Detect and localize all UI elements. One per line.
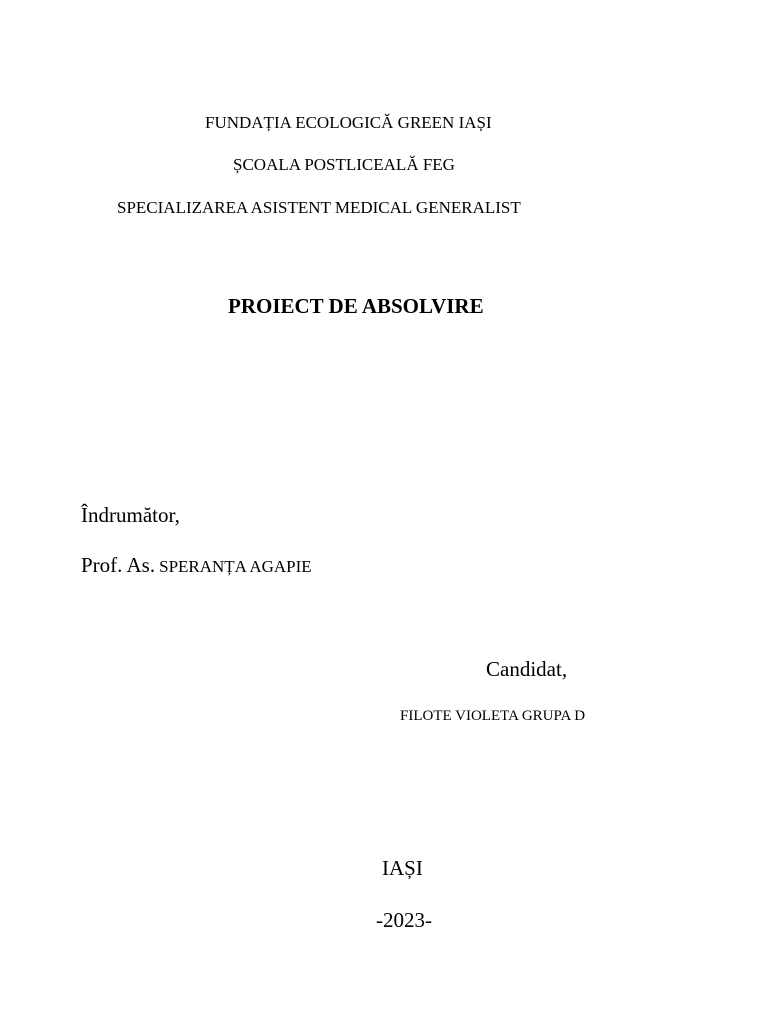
foundation-name: FUNDAȚIA ECOLOGICĂ GREEN IAȘI: [205, 113, 492, 132]
supervisor-name: SPERANȚA AGAPIE: [159, 557, 312, 576]
city: IAȘI: [382, 856, 423, 880]
supervisor-prefix: Prof. As.: [81, 553, 156, 577]
year: -2023-: [376, 908, 432, 932]
project-title: PROIECT DE ABSOLVIRE: [228, 294, 484, 318]
school-name: ȘCOALA POSTLICEALĂ FEG: [233, 155, 455, 174]
supervisor-line: [81, 555, 312, 576]
candidate-name: FILOTE VIOLETA GRUPA D: [400, 708, 586, 724]
candidate-label: Candidat,: [486, 657, 568, 681]
specialization: SPECIALIZAREA ASISTENT MEDICAL GENERALIST: [117, 198, 521, 217]
supervisor-label: Îndrumător,: [81, 503, 180, 527]
